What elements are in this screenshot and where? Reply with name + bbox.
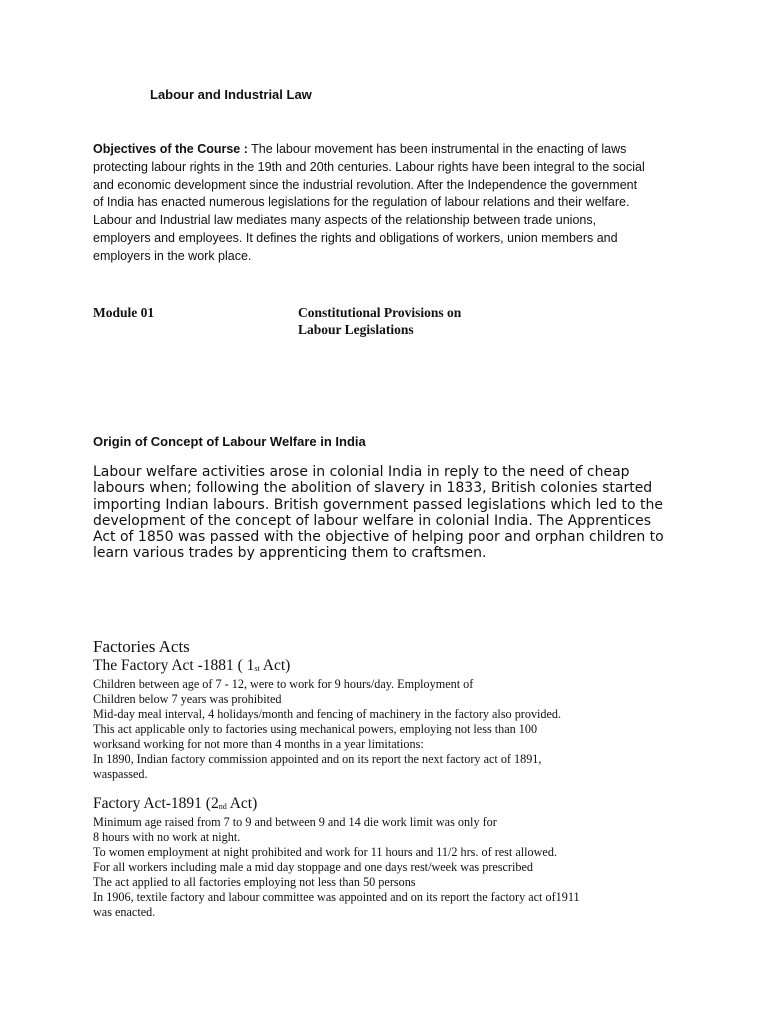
origin-heading: Origin of Concept of Labour Welfare in India (93, 434, 366, 449)
objectives-line: protecting labour rights in the 19th and 20th centuries. Labour rights have been integral to the social (93, 159, 645, 174)
objectives-line: Objectives of the Course : The labour movement has been instrumental in the enacting of laws (93, 142, 627, 156)
module-title-line: Constitutional Provisions on (298, 305, 462, 320)
objectives-line: of India has enacted numerous legislations for the regulation of labour relations and their welfare. (93, 195, 630, 210)
act-line: In 1890, Indian factory commission appointed and on its report the next factory act of 1891, (93, 752, 542, 766)
act-line: Mid-day meal interval, 4 holidays/month and fencing of machinery in the factory also provided. (93, 707, 562, 721)
act-line: waspassed. (93, 767, 148, 781)
act-line: worksand working for not more than 4 months in a year limitations: (93, 737, 424, 751)
act-line: To women employment at night prohibited and work for 11 hours and 11/2 hrs. of rest allowed. (93, 845, 557, 859)
origin-paragraph (93, 464, 693, 562)
objectives-line: employers in the work place. (93, 248, 252, 263)
origin-line: Act of 1850 was passed with the objective of helping poor and orphan children to (93, 529, 664, 546)
factory-act-1881-heading: The Factory Act -1881 ( $1_{st}$ Act) (93, 657, 291, 674)
act-line: This act applicable only to factories using mechanical powers, employing not less than 100 (93, 722, 538, 736)
objectives-line: employers and employees. It defines the rights and obligations of workers, union members and (93, 230, 618, 245)
act-line: For all workers including male a mid day stoppage and one days rest/week was prescribed (93, 860, 533, 874)
origin-line: development of the concept of labour welfare in colonial India. The Apprentices (93, 512, 651, 529)
factory-act-1881-text (93, 677, 561, 782)
act-line: In 1906, textile factory and labour committee was appointed and on its report the factory act of1911 (93, 890, 580, 904)
origin-line: Labour welfare activities arose in colonial India in reply to the need of cheap (93, 464, 630, 480)
factory-act-1891-heading: Factory Act-1891 ($2_{nd}$ Act) (93, 795, 258, 812)
module-number: Module 01 (93, 305, 155, 320)
module-title-line: Labour Legislations (298, 321, 414, 337)
act-line: 8 hours with no work at night. (93, 830, 241, 844)
act-line: The act applied to all factories employing not less than 50 persons (93, 875, 416, 889)
factory-act-1891-text (93, 815, 580, 920)
objectives-line: and economic development since the industrial revolution. After the Independence the government (93, 177, 638, 192)
factories-acts-heading: Factories Acts (93, 637, 190, 656)
act-line: was enacted. (93, 905, 156, 919)
origin-line: importing Indian labours. British government passed legislations which led to the (93, 496, 663, 513)
document-title: Labour and Industrial Law (150, 87, 312, 102)
act-line: Children below 7 years was prohibited (93, 692, 282, 706)
objectives-label: Objectives of the Course : (93, 142, 248, 156)
objectives-paragraph (93, 141, 693, 266)
act-line: Children between age of 7 - 12, were to work for 9 hours/day. Employment of (93, 677, 474, 691)
origin-line: learn various trades by apprenticing them to craftsmen. (93, 545, 487, 562)
origin-line: labours when; following the abolition of slavery in 1833, British colonies started (93, 480, 653, 497)
module-title (298, 305, 461, 338)
act-line: Minimum age raised from 7 to 9 and between 9 and 14 die work limit was only for (93, 815, 497, 829)
objectives-line: Labour and Industrial law mediates many aspects of the relationship between trade unions, (93, 213, 597, 228)
